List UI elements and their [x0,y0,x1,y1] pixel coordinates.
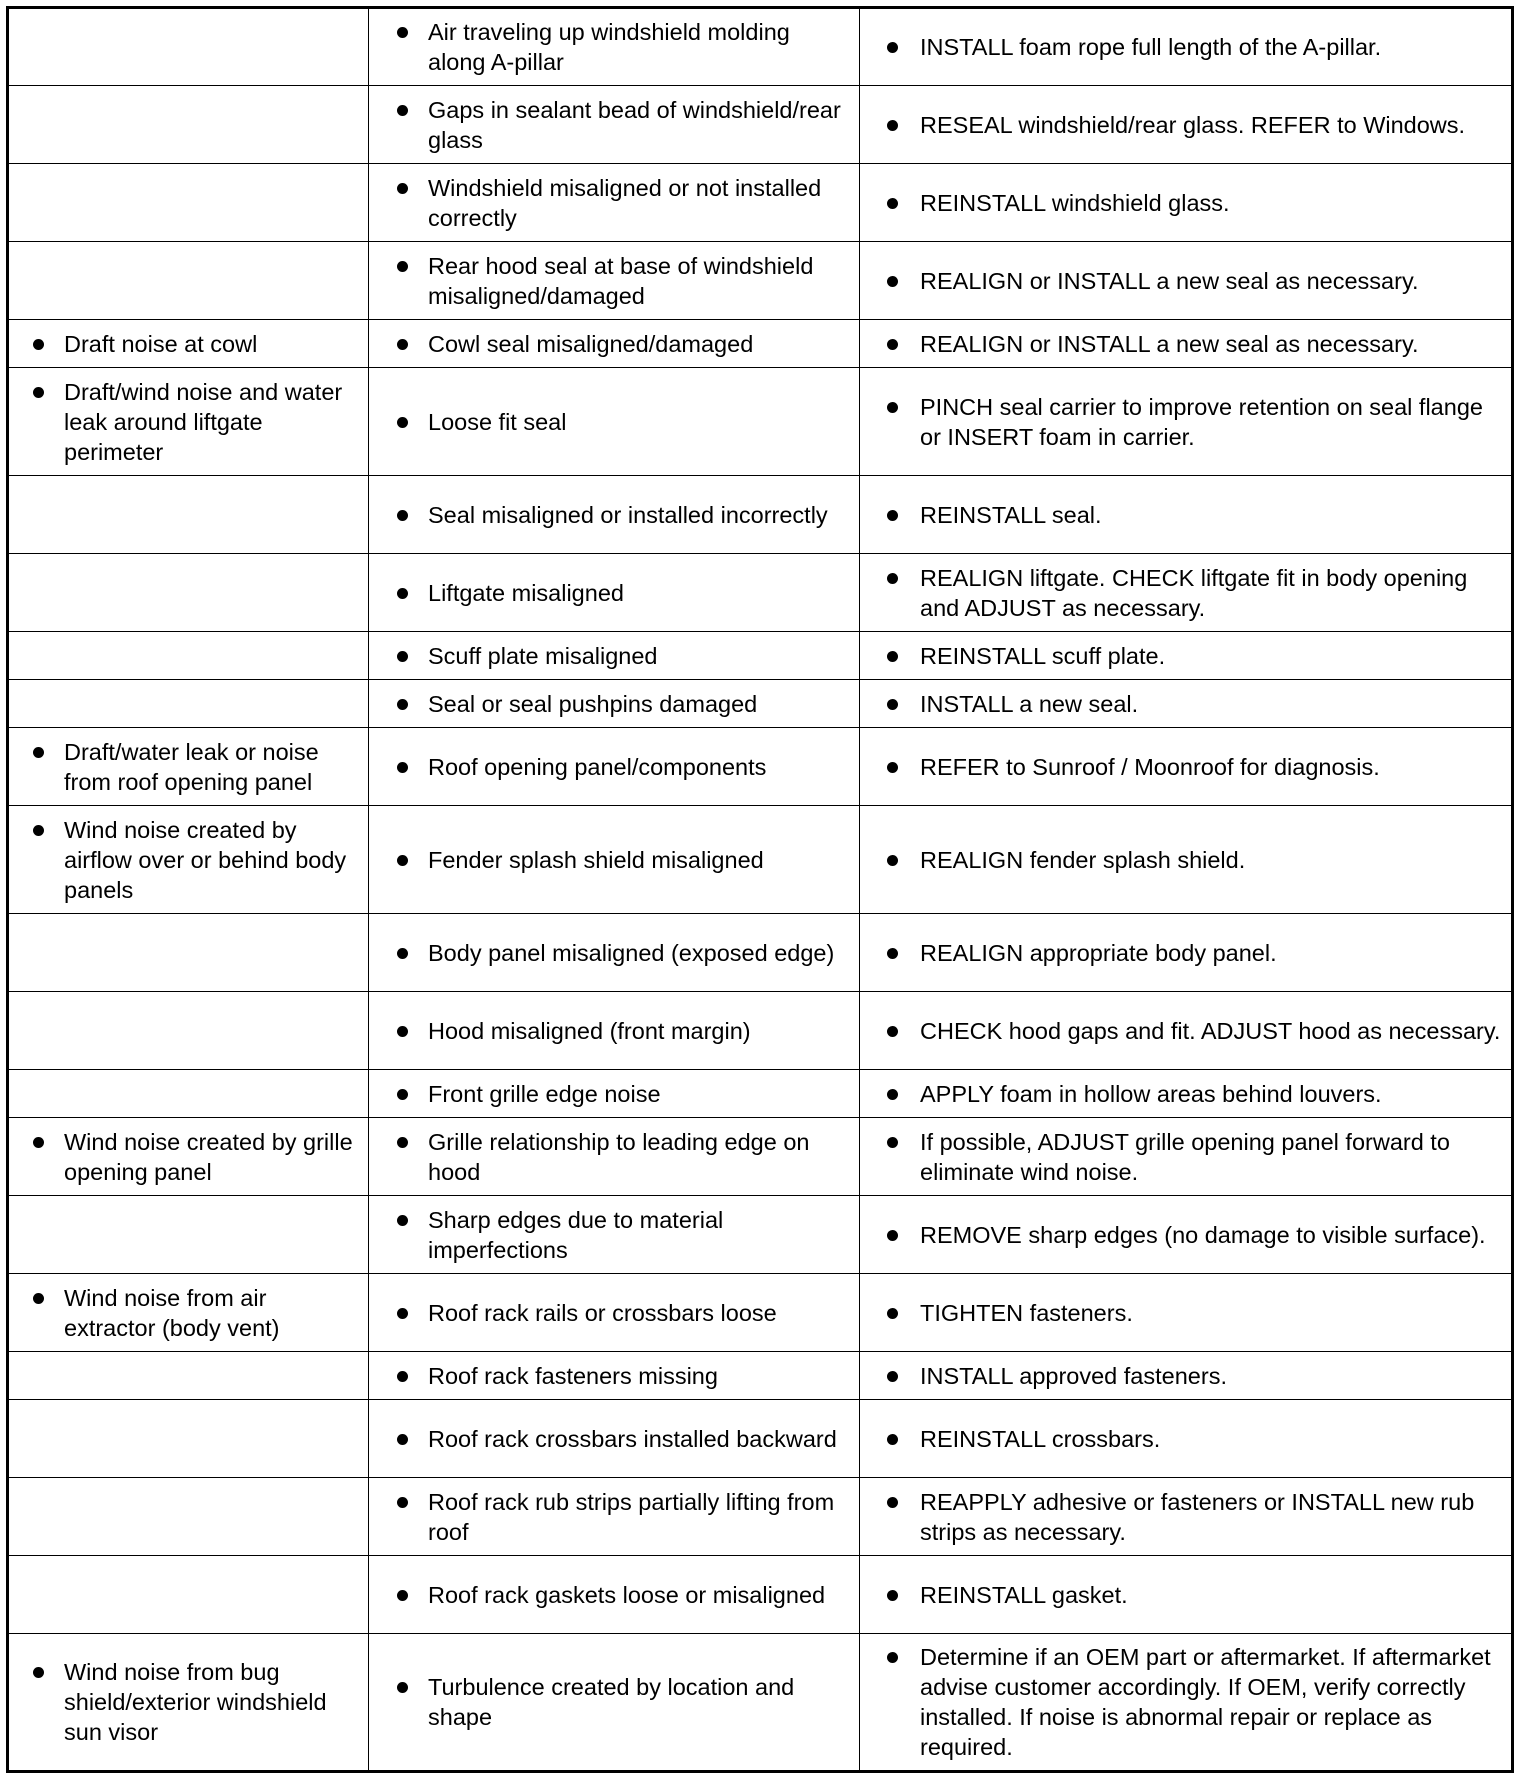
bullet-icon [397,27,408,38]
bullet-icon [33,747,44,758]
table-row [8,806,1513,914]
action-text: REALIGN appropriate body panel. [920,939,1277,966]
bullet-icon [33,1137,44,1148]
action-text: REAPPLY adhesive or fasteners or INSTALL new rub strips as necessary. [920,1488,1475,1545]
table-row [8,368,1513,476]
bullet-icon [397,510,408,521]
action-text: REINSTALL gasket. [920,1581,1128,1608]
bullet-icon [397,417,408,428]
bullet-icon [33,387,44,398]
bullet-icon [33,1293,44,1304]
condition-cell [8,914,369,992]
condition-cell [8,1196,369,1274]
condition-cell [8,1400,369,1478]
cause-text: Grille relationship to leading edge on hood [428,1128,810,1185]
cause-cell [369,368,860,476]
cause-text: Loose fit seal [428,408,567,435]
table-row [8,1634,1513,1772]
bullet-icon [397,699,408,710]
bullet-icon [397,105,408,116]
bullet-icon [887,1308,898,1319]
bullet-icon [887,1590,898,1601]
table-row [8,8,1513,86]
action-text: REALIGN or INSTALL a new seal as necessary. [920,330,1419,357]
table-row [8,1352,1513,1400]
action-cell [860,1400,1513,1478]
cause-text: Hood misaligned (front margin) [428,1017,751,1044]
table-row [8,1400,1513,1478]
condition-cell [8,680,369,728]
bullet-icon [887,120,898,131]
cause-text: Seal misaligned or installed incorrectly [428,501,828,528]
cause-text: Windshield misaligned or not installed correctly [428,174,822,231]
action-text: REMOVE sharp edges (no damage to visible surface). [920,1221,1486,1248]
bullet-icon [397,339,408,350]
condition-cell [8,1070,369,1118]
condition-cell [8,368,369,476]
condition-cell [8,86,369,164]
condition-text: Wind noise created by airflow over or behind body panels [64,816,347,903]
action-cell [860,1070,1513,1118]
action-cell [860,86,1513,164]
bullet-icon [887,1230,898,1241]
cause-text: Roof opening panel/components [428,753,767,780]
cause-text: Body panel misaligned (exposed edge) [428,939,835,966]
bullet-icon [887,1497,898,1508]
table-row [8,728,1513,806]
action-text: REALIGN fender splash shield. [920,846,1246,873]
condition-text: Draft/water leak or noise from roof opening panel [64,738,319,795]
cause-text: Roof rack crossbars installed backward [428,1425,837,1452]
table-row [8,1196,1513,1274]
condition-cell [8,1274,369,1352]
cause-text: Gaps in sealant bead of windshield/rear glass [428,96,841,153]
action-cell [860,1634,1513,1772]
bullet-icon [887,1089,898,1100]
cause-cell [369,1196,860,1274]
action-text: If possible, ADJUST grille opening panel forward to eliminate wind noise. [920,1128,1450,1185]
table-row [8,476,1513,554]
table-row [8,1070,1513,1118]
condition-cell [8,8,369,86]
bullet-icon [887,510,898,521]
condition-text: Wind noise from air extractor (body vent) [64,1284,280,1341]
bullet-icon [397,1026,408,1037]
condition-cell [8,632,369,680]
action-text: CHECK hood gaps and fit. ADJUST hood as necessary. [920,1017,1501,1044]
table-row [8,1556,1513,1634]
bullet-icon [887,855,898,866]
condition-text: Wind noise from bug shield/exterior windshield sun visor [64,1659,327,1745]
table-row [8,680,1513,728]
action-cell [860,728,1513,806]
bullet-icon [397,1308,408,1319]
table-row [8,632,1513,680]
cause-cell [369,476,860,554]
cause-text: Sharp edges due to material imperfections [428,1206,724,1263]
bullet-icon [397,1434,408,1445]
cause-cell [369,1634,860,1772]
cause-text: Air traveling up windshield molding along A-pillar [428,19,790,75]
action-text: REINSTALL seal. [920,501,1102,528]
cause-cell [369,8,860,86]
action-cell [860,1118,1513,1196]
bullet-icon [887,573,898,584]
cause-cell [369,1400,860,1478]
cause-cell [369,554,860,632]
bullet-icon [397,651,408,662]
table-row [8,992,1513,1070]
table-row [8,320,1513,368]
condition-cell [8,320,369,368]
condition-cell [8,164,369,242]
bullet-icon [397,261,408,272]
cause-text: Roof rack gaskets loose or misaligned [428,1581,826,1608]
action-text: INSTALL a new seal. [920,690,1139,717]
bullet-icon [397,588,408,599]
cause-text: Scuff plate misaligned [428,642,658,669]
action-text: APPLY foam in hollow areas behind louvers. [920,1080,1382,1107]
bullet-icon [887,1371,898,1382]
cause-cell [369,1118,860,1196]
table-row [8,1478,1513,1556]
table-row [8,164,1513,242]
bullet-icon [887,1652,898,1663]
bullet-icon [887,339,898,350]
cause-text: Seal or seal pushpins damaged [428,690,758,717]
cause-text: Roof rack fasteners missing [428,1362,718,1389]
cause-cell [369,680,860,728]
action-text: REALIGN liftgate. CHECK liftgate fit in body opening and ADJUST as necessary. [920,564,1468,621]
action-cell [860,164,1513,242]
action-cell [860,680,1513,728]
action-cell [860,554,1513,632]
action-cell [860,8,1513,86]
bullet-icon [397,1137,408,1148]
condition-cell [8,1634,369,1772]
action-text: INSTALL approved fasteners. [920,1362,1227,1389]
diagnosis-table [6,6,1514,1773]
cause-cell [369,320,860,368]
bullet-icon [887,276,898,287]
bullet-icon [887,651,898,662]
bullet-icon [397,762,408,773]
cause-cell [369,1352,860,1400]
bullet-icon [33,825,44,836]
bullet-icon [33,339,44,350]
cause-cell [369,1478,860,1556]
action-cell [860,368,1513,476]
table-row [8,1118,1513,1196]
cause-text: Roof rack rails or crossbars loose [428,1299,777,1326]
bullet-icon [33,1667,44,1678]
bullet-icon [397,183,408,194]
bullet-icon [887,699,898,710]
action-text: REINSTALL scuff plate. [920,642,1166,669]
cause-text: Front grille edge noise [428,1080,661,1107]
table-row [8,242,1513,320]
condition-cell [8,992,369,1070]
cause-cell [369,728,860,806]
bullet-icon [887,1434,898,1445]
bullet-icon [887,402,898,413]
action-cell [860,476,1513,554]
cause-text: Liftgate misaligned [428,579,624,606]
bullet-icon [887,762,898,773]
condition-text: Draft/wind noise and water leak around liftgate perimeter [64,378,343,465]
action-cell [860,242,1513,320]
bullet-icon [397,948,408,959]
action-text: RESEAL windshield/rear glass. REFER to Windows. [920,111,1466,138]
action-text: PINCH seal carrier to improve retention on seal flange or INSERT foam in carrier. [920,393,1483,450]
action-cell [860,1274,1513,1352]
action-cell [860,806,1513,914]
cause-cell [369,86,860,164]
action-cell [860,1556,1513,1634]
cause-text: Roof rack rub strips partially lifting from roof [428,1488,835,1545]
cause-text: Fender splash shield misaligned [428,846,764,873]
table-row [8,86,1513,164]
table-row [8,554,1513,632]
action-cell [860,914,1513,992]
cause-cell [369,1556,860,1634]
bullet-icon [397,1497,408,1508]
cause-cell [369,992,860,1070]
bullet-icon [887,1026,898,1037]
cause-text: Cowl seal misaligned/damaged [428,330,754,357]
action-text: REINSTALL windshield glass. [920,189,1230,216]
cause-text: Turbulence created by location and shape [428,1674,795,1730]
action-cell [860,992,1513,1070]
condition-text: Wind noise created by grille opening panel [64,1128,353,1185]
bullet-icon [397,1371,408,1382]
condition-cell [8,728,369,806]
diagnosis-table-body [8,8,1513,1772]
condition-cell [8,554,369,632]
bullet-icon [887,42,898,53]
table-row [8,1274,1513,1352]
condition-cell [8,1118,369,1196]
action-text: Determine if an OEM part or aftermarket. If aftermarket advise customer accordingly. If OEM, verify correctly installed. If noise is abnormal repair or replace as required. [920,1644,1491,1760]
cause-cell [369,632,860,680]
action-cell [860,1196,1513,1274]
action-text: INSTALL foam rope full length of the A-pillar. [920,34,1382,60]
action-cell [860,1352,1513,1400]
bullet-icon [397,855,408,866]
cause-cell [369,164,860,242]
action-text: TIGHTEN fasteners. [920,1299,1133,1326]
action-text: REALIGN or INSTALL a new seal as necessary. [920,267,1419,294]
condition-cell [8,1556,369,1634]
cause-cell [369,242,860,320]
bullet-icon [397,1215,408,1226]
table-row [8,914,1513,992]
action-text: REFER to Sunroof / Moonroof for diagnosis. [920,753,1380,780]
cause-cell [369,806,860,914]
condition-cell [8,242,369,320]
action-cell [860,1478,1513,1556]
cause-cell [369,914,860,992]
condition-cell [8,1478,369,1556]
action-cell [860,320,1513,368]
bullet-icon [887,948,898,959]
action-cell [860,632,1513,680]
cause-cell [369,1274,860,1352]
cause-text: Rear hood seal at base of windshield misaligned/damaged [428,252,814,309]
condition-text: Draft noise at cowl [64,330,258,357]
bullet-icon [887,198,898,209]
bullet-icon [397,1590,408,1601]
condition-cell [8,476,369,554]
condition-cell [8,806,369,914]
bullet-icon [887,1137,898,1148]
bullet-icon [397,1682,408,1693]
action-text: REINSTALL crossbars. [920,1425,1161,1452]
cause-cell [369,1070,860,1118]
bullet-icon [397,1089,408,1100]
condition-cell [8,1352,369,1400]
